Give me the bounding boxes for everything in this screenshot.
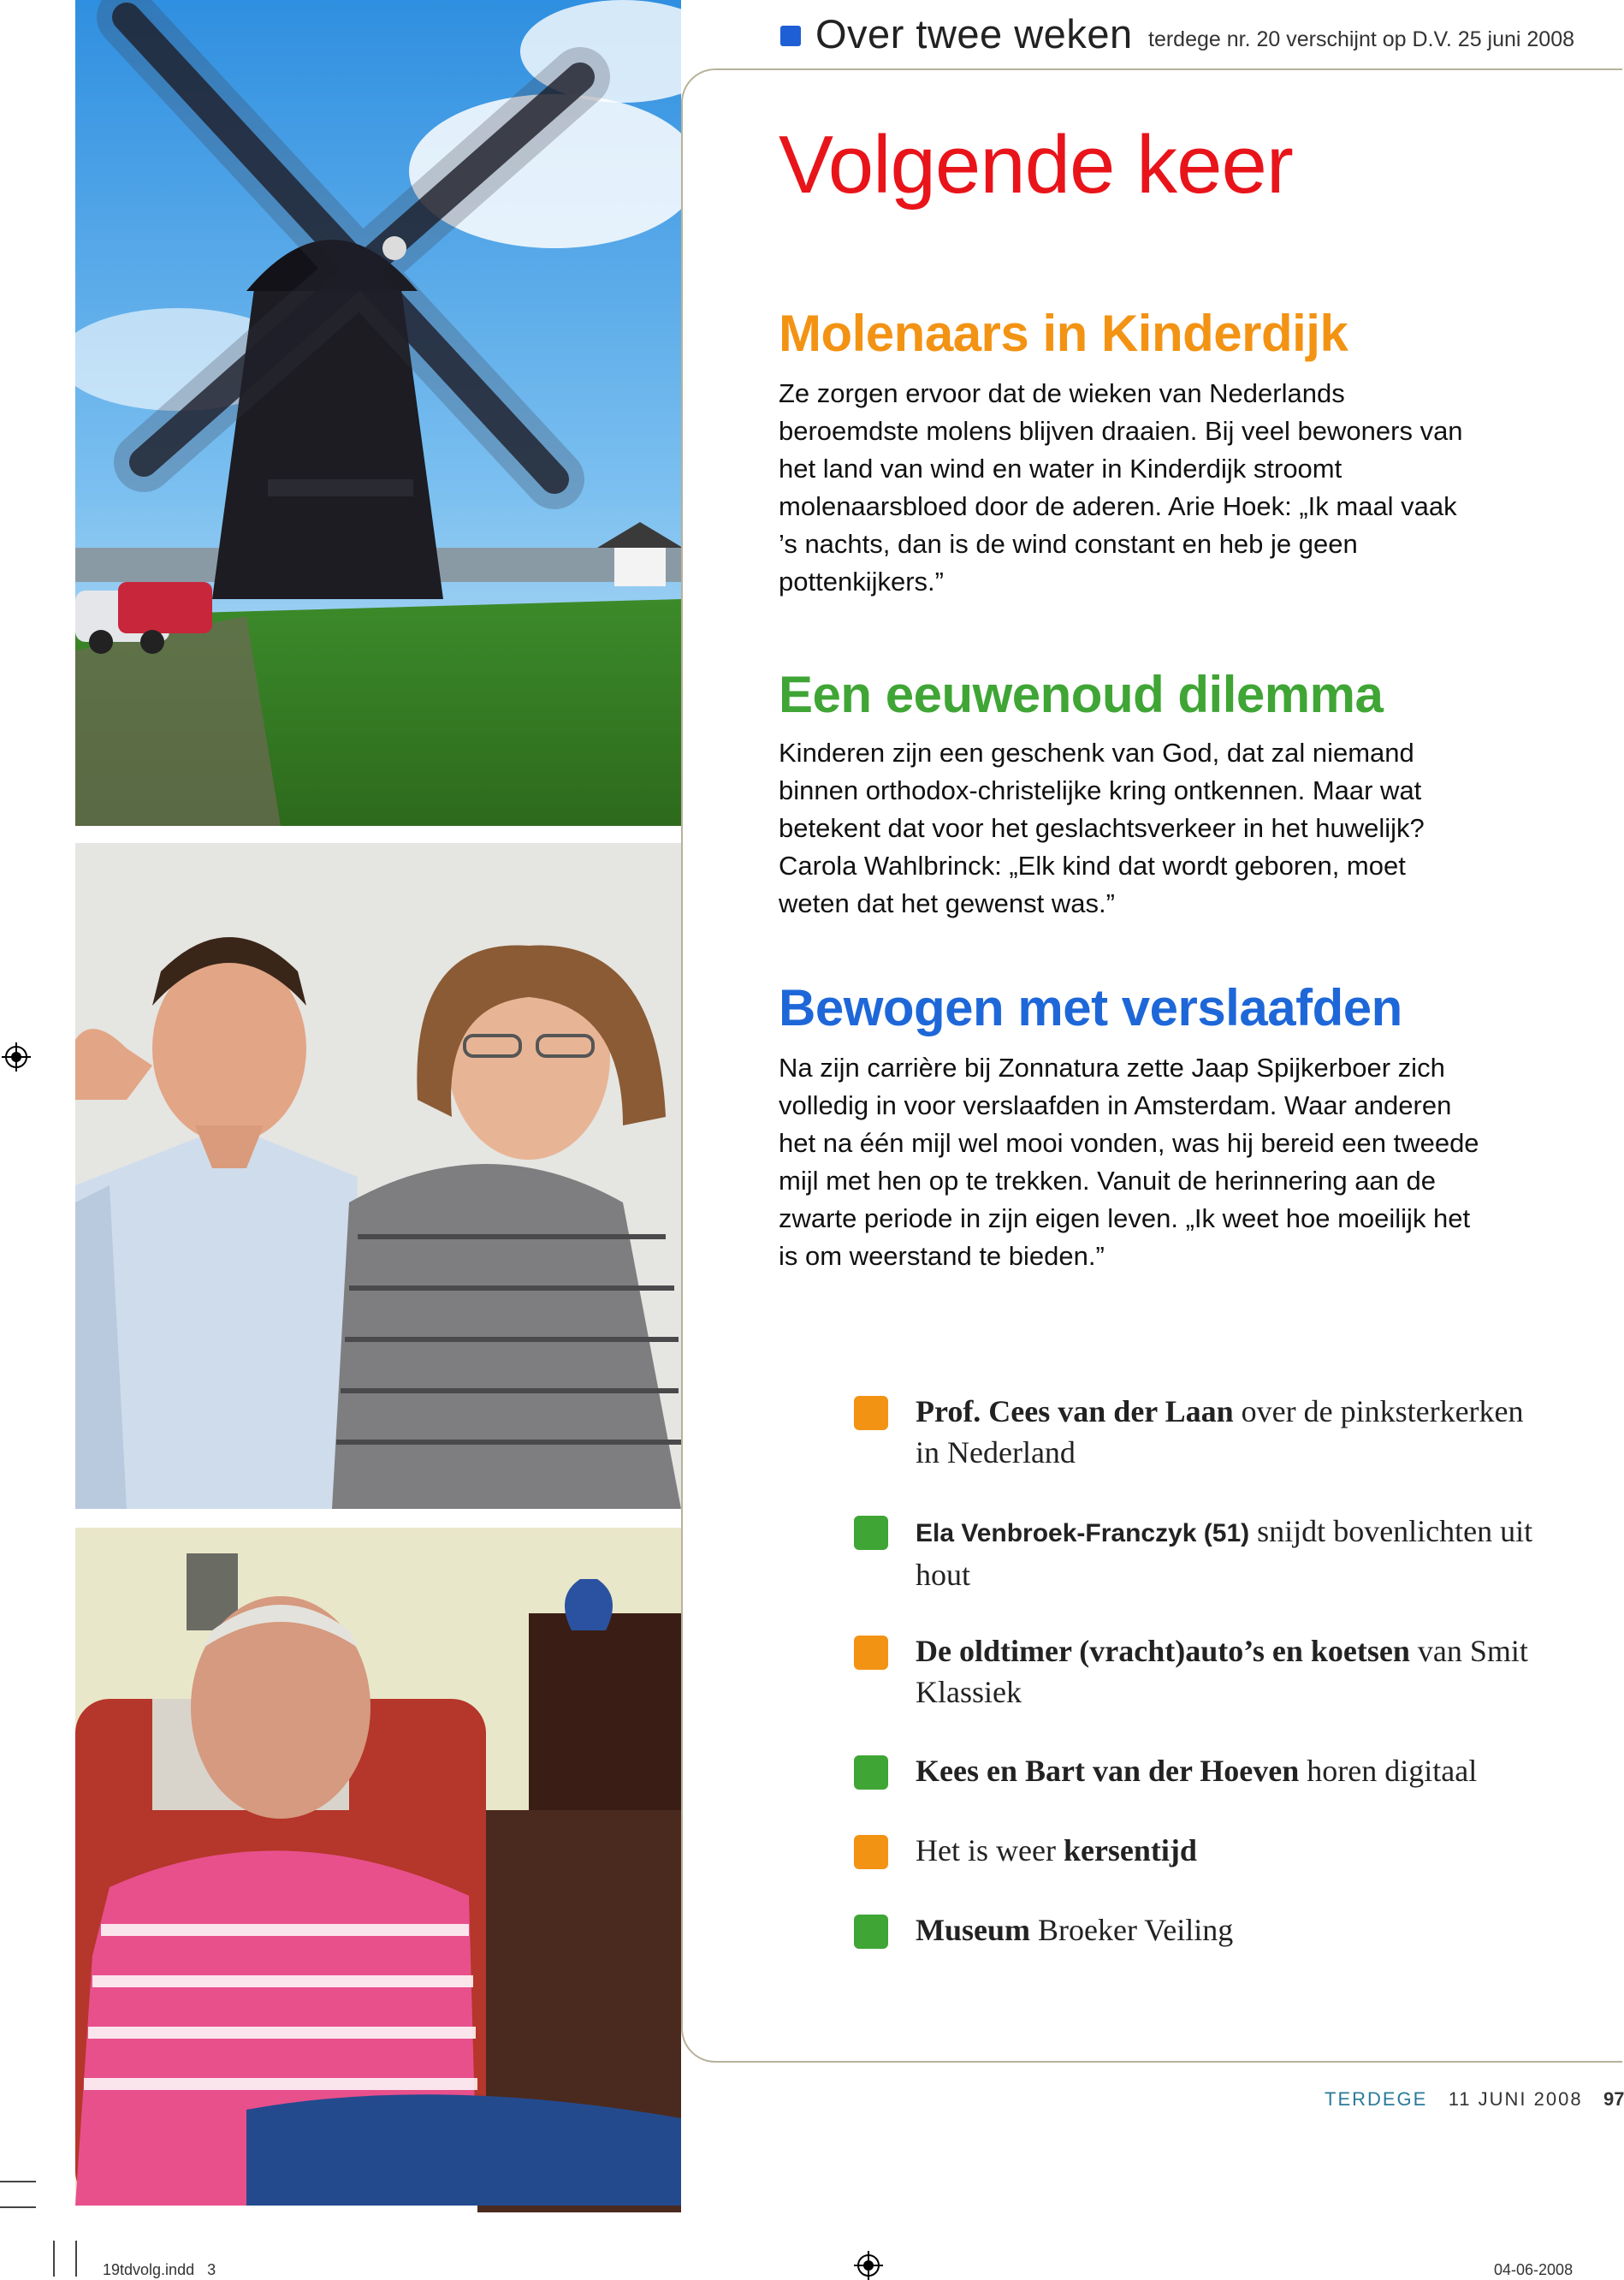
windmill-photo	[75, 0, 681, 826]
bullet-square-icon	[854, 1516, 888, 1550]
article-body: Ze zorgen ervoor dat de wieken van Nederlands beroemdste molens blijven draaien. Bij veel bewoners van het land van wind en water in Kinderdijk stroomt molenaarsbloed door de aderen. Arie Hoek: „Ik maal vaak ’s nachts, dan is de wind constant en heb je geen pottenkijkers.”	[779, 378, 1463, 597]
article-heading: Bewogen met verslaafden	[779, 979, 1402, 1036]
item-bold: De oldtimer (vracht)auto’s en koetsen	[916, 1634, 1410, 1668]
item-bold: kersentijd	[1063, 1833, 1197, 1867]
page-title: Volgende keer	[779, 119, 1293, 211]
item-bold: Ela Venbroek-Franczyk (51)	[916, 1519, 1250, 1547]
item-text: over de pinksterkerken in Nederland	[916, 1394, 1524, 1470]
issue-date: 11 JUNI 2008	[1448, 2088, 1583, 2110]
page-footer	[1325, 2088, 1624, 2111]
section-title: Over twee weken	[815, 11, 1133, 56]
issue-note: terdege nr. 20 verschijnt op D.V. 25 juni 2008	[1148, 27, 1575, 51]
article-body: Na zijn carrière bij Zonnatura zette Jaap Spijkerboer zich volledig in voor verslaafden in Amsterdam. Waar anderen het na één mijl wel mooi vonden, was hij bereid een tweede mijl met hen op te trekken. Vanuit de herinnering aan de zwarte periode in zijn eigen leven. „Ik weet hoe moeilijk het is om weerstand te bieden.”	[779, 1053, 1479, 1271]
page-number: 97	[1603, 2088, 1624, 2110]
bullet-square-icon	[854, 1636, 888, 1670]
man-in-chair-photo	[75, 1528, 681, 2206]
crop-mark	[0, 2206, 36, 2208]
item-text: snijdt bovenlichten uit hout	[916, 1514, 1533, 1592]
item-bold: Kees en Bart van der Hoeven	[916, 1754, 1300, 1788]
couple-photo	[75, 843, 681, 1509]
item-text: van Smit Klassiek	[916, 1634, 1528, 1709]
article-heading: Molenaars in Kinderdijk	[779, 305, 1348, 362]
item-text: horen digitaal	[1299, 1754, 1478, 1788]
crop-mark	[53, 2241, 55, 2277]
file-slug: 19tdvolg.indd 3	[103, 2261, 216, 2278]
item-text: Broeker Veiling	[1030, 1913, 1234, 1947]
bullet-square-icon	[854, 1396, 888, 1430]
item-bold: Museum	[916, 1913, 1030, 1947]
item-bold: Prof. Cees van der Laan	[916, 1394, 1234, 1428]
bullet-square-icon	[854, 1835, 888, 1869]
magazine-name: TERDEGE	[1325, 2088, 1428, 2110]
article-heading: Een eeuwenoud dilemma	[779, 666, 1384, 723]
item-text: Het is weer	[916, 1833, 1064, 1867]
crop-mark	[75, 2241, 77, 2277]
bullet-square-icon	[854, 1755, 888, 1790]
article-body: Kinderen zijn een geschenk van God, dat zal niemand binnen orthodox-christelijke kring ontkennen. Maar wat betekent dat voor het geslachtsverkeer in het huwelijk? Carola Wahlbrinck: „Elk kind dat wordt geboren, moet weten dat het gewenst was.”	[779, 738, 1425, 918]
registration-mark-icon	[2, 1042, 31, 1072]
print-date: 04-06-2008	[1494, 2261, 1574, 2278]
crop-mark	[0, 2181, 36, 2182]
section-marker-icon	[780, 26, 801, 46]
registration-mark-icon	[854, 2251, 883, 2280]
bullet-square-icon	[854, 1915, 888, 1949]
